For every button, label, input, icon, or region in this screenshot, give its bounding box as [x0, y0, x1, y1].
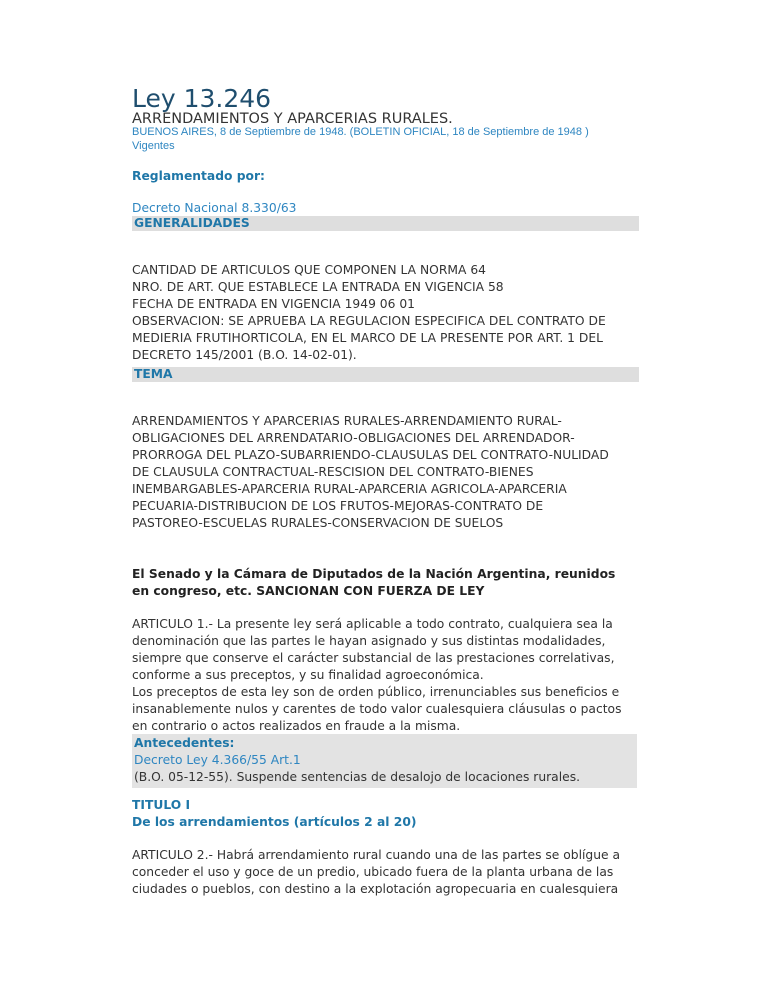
- text-line: PECUARIA-DISTRIBUCION DE LOS FRUTOS-MEJORAS-CONTRATO DE: [132, 499, 544, 513]
- text-line: ARTICULO 1.- La presente ley será aplicable a todo contrato, cualquiera sea la: [132, 617, 613, 631]
- text-line: FECHA DE ENTRADA EN VIGENCIA 1949 06 01: [132, 297, 416, 311]
- text-line: El Senado y la Cámara de Diputados de la Nación Argentina, reunidos: [132, 567, 616, 581]
- text-line: conforme a sus preceptos, y su finalidad agroeconómica.: [132, 668, 484, 682]
- text-line: MEDIERIA FRUTIHORTICOLA, EN EL MARCO DE LA PRESENTE POR ART. 1 DEL: [132, 331, 603, 345]
- text-line: PASTOREO-ESCUELAS RURALES-CONSERVACION DE SUELOS: [132, 516, 504, 530]
- text-line: conceder el uso y goce de un predio, ubicado fuera de la planta urbana de las: [132, 865, 614, 879]
- text-line: en contrario o actos realizados en fraude a la misma.: [132, 719, 461, 733]
- preamble: [132, 566, 637, 600]
- antecedentes-label: Antecedentes:: [134, 736, 235, 750]
- decreto-link[interactable]: Decreto Nacional 8.330/63: [132, 201, 297, 215]
- generalidades-text: [132, 262, 637, 364]
- text-line: Los preceptos de esta ley son de orden público, irrenunciables sus beneficios e: [132, 685, 620, 699]
- publication-date: BUENOS AIRES, 8 de Septiembre de 1948. (BOLETIN OFICIAL, 18 de Septiembre de 1948 ): [132, 126, 589, 138]
- text-line: en congreso, etc. SANCIONAN CON FUERZA DE LEY: [132, 584, 485, 598]
- antecedentes-box: [132, 734, 637, 788]
- text-line: ARTICULO 2.- Habrá arrendamiento rural cuando una de las partes se oblígue a: [132, 848, 621, 862]
- titulo-1: [132, 797, 637, 831]
- tema-text: [132, 413, 637, 532]
- text-line: ciudades o pueblos, con destino a la explotación agropecuaria en cualesquiera: [132, 882, 619, 896]
- titulo-heading: TITULO I: [132, 798, 191, 812]
- text-line: CANTIDAD DE ARTICULOS QUE COMPONEN LA NORMA 64: [132, 263, 486, 277]
- section-heading-generalidades: GENERALIDADES: [132, 216, 639, 231]
- articulo-1: [132, 616, 637, 735]
- antecedentes-text: (B.O. 05-12-55). Suspende sentencias de desalojo de locaciones rurales.: [134, 770, 581, 784]
- articulo-2: [132, 847, 637, 898]
- reglamentado-label: Reglamentado por:: [132, 169, 265, 183]
- status-text: Vigentes: [132, 140, 175, 152]
- text-line: DECRETO 145/2001 (B.O. 14-02-01).: [132, 348, 357, 362]
- titulo-subheading: De los arrendamientos (artículos 2 al 20): [132, 815, 417, 829]
- text-line: denominación que las partes le hayan asignado y sus distintas modalidades,: [132, 634, 606, 648]
- text-line: INEMBARGABLES-APARCERIA RURAL-APARCERIA AGRICOLA-APARCERIA: [132, 482, 567, 496]
- antecedentes-link[interactable]: Decreto Ley 4.366/55 Art.1: [134, 753, 301, 767]
- publication-info: [132, 125, 637, 153]
- text-line: DE CLAUSULA CONTRACTUAL-RESCISION DEL CONTRATO-BIENES: [132, 465, 534, 479]
- text-line: OBSERVACION: SE APRUEBA LA REGULACION ESPECIFICA DEL CONTRATO DE: [132, 314, 606, 328]
- text-line: PRORROGA DEL PLAZO-SUBARRIENDO-CLAUSULAS DEL CONTRATO-NULIDAD: [132, 448, 609, 462]
- page-title: Ley 13.246: [132, 84, 272, 113]
- text-line: siempre que conserve el carácter substancial de las prestaciones correlativas,: [132, 651, 615, 665]
- text-line: insanablemente nulos y carentes de todo valor cualesquiera cláusulas o pactos: [132, 702, 622, 716]
- text-line: NRO. DE ART. QUE ESTABLECE LA ENTRADA EN VIGENCIA 58: [132, 280, 504, 294]
- law-subtitle: ARRENDAMIENTOS Y APARCERIAS RURALES.: [132, 111, 453, 127]
- section-heading-tema: TEMA: [132, 367, 639, 382]
- text-line: ARRENDAMIENTOS Y APARCERIAS RURALES-ARRENDAMIENTO RURAL-: [132, 414, 562, 428]
- text-line: OBLIGACIONES DEL ARRENDATARIO-OBLIGACIONES DEL ARRENDADOR-: [132, 431, 575, 445]
